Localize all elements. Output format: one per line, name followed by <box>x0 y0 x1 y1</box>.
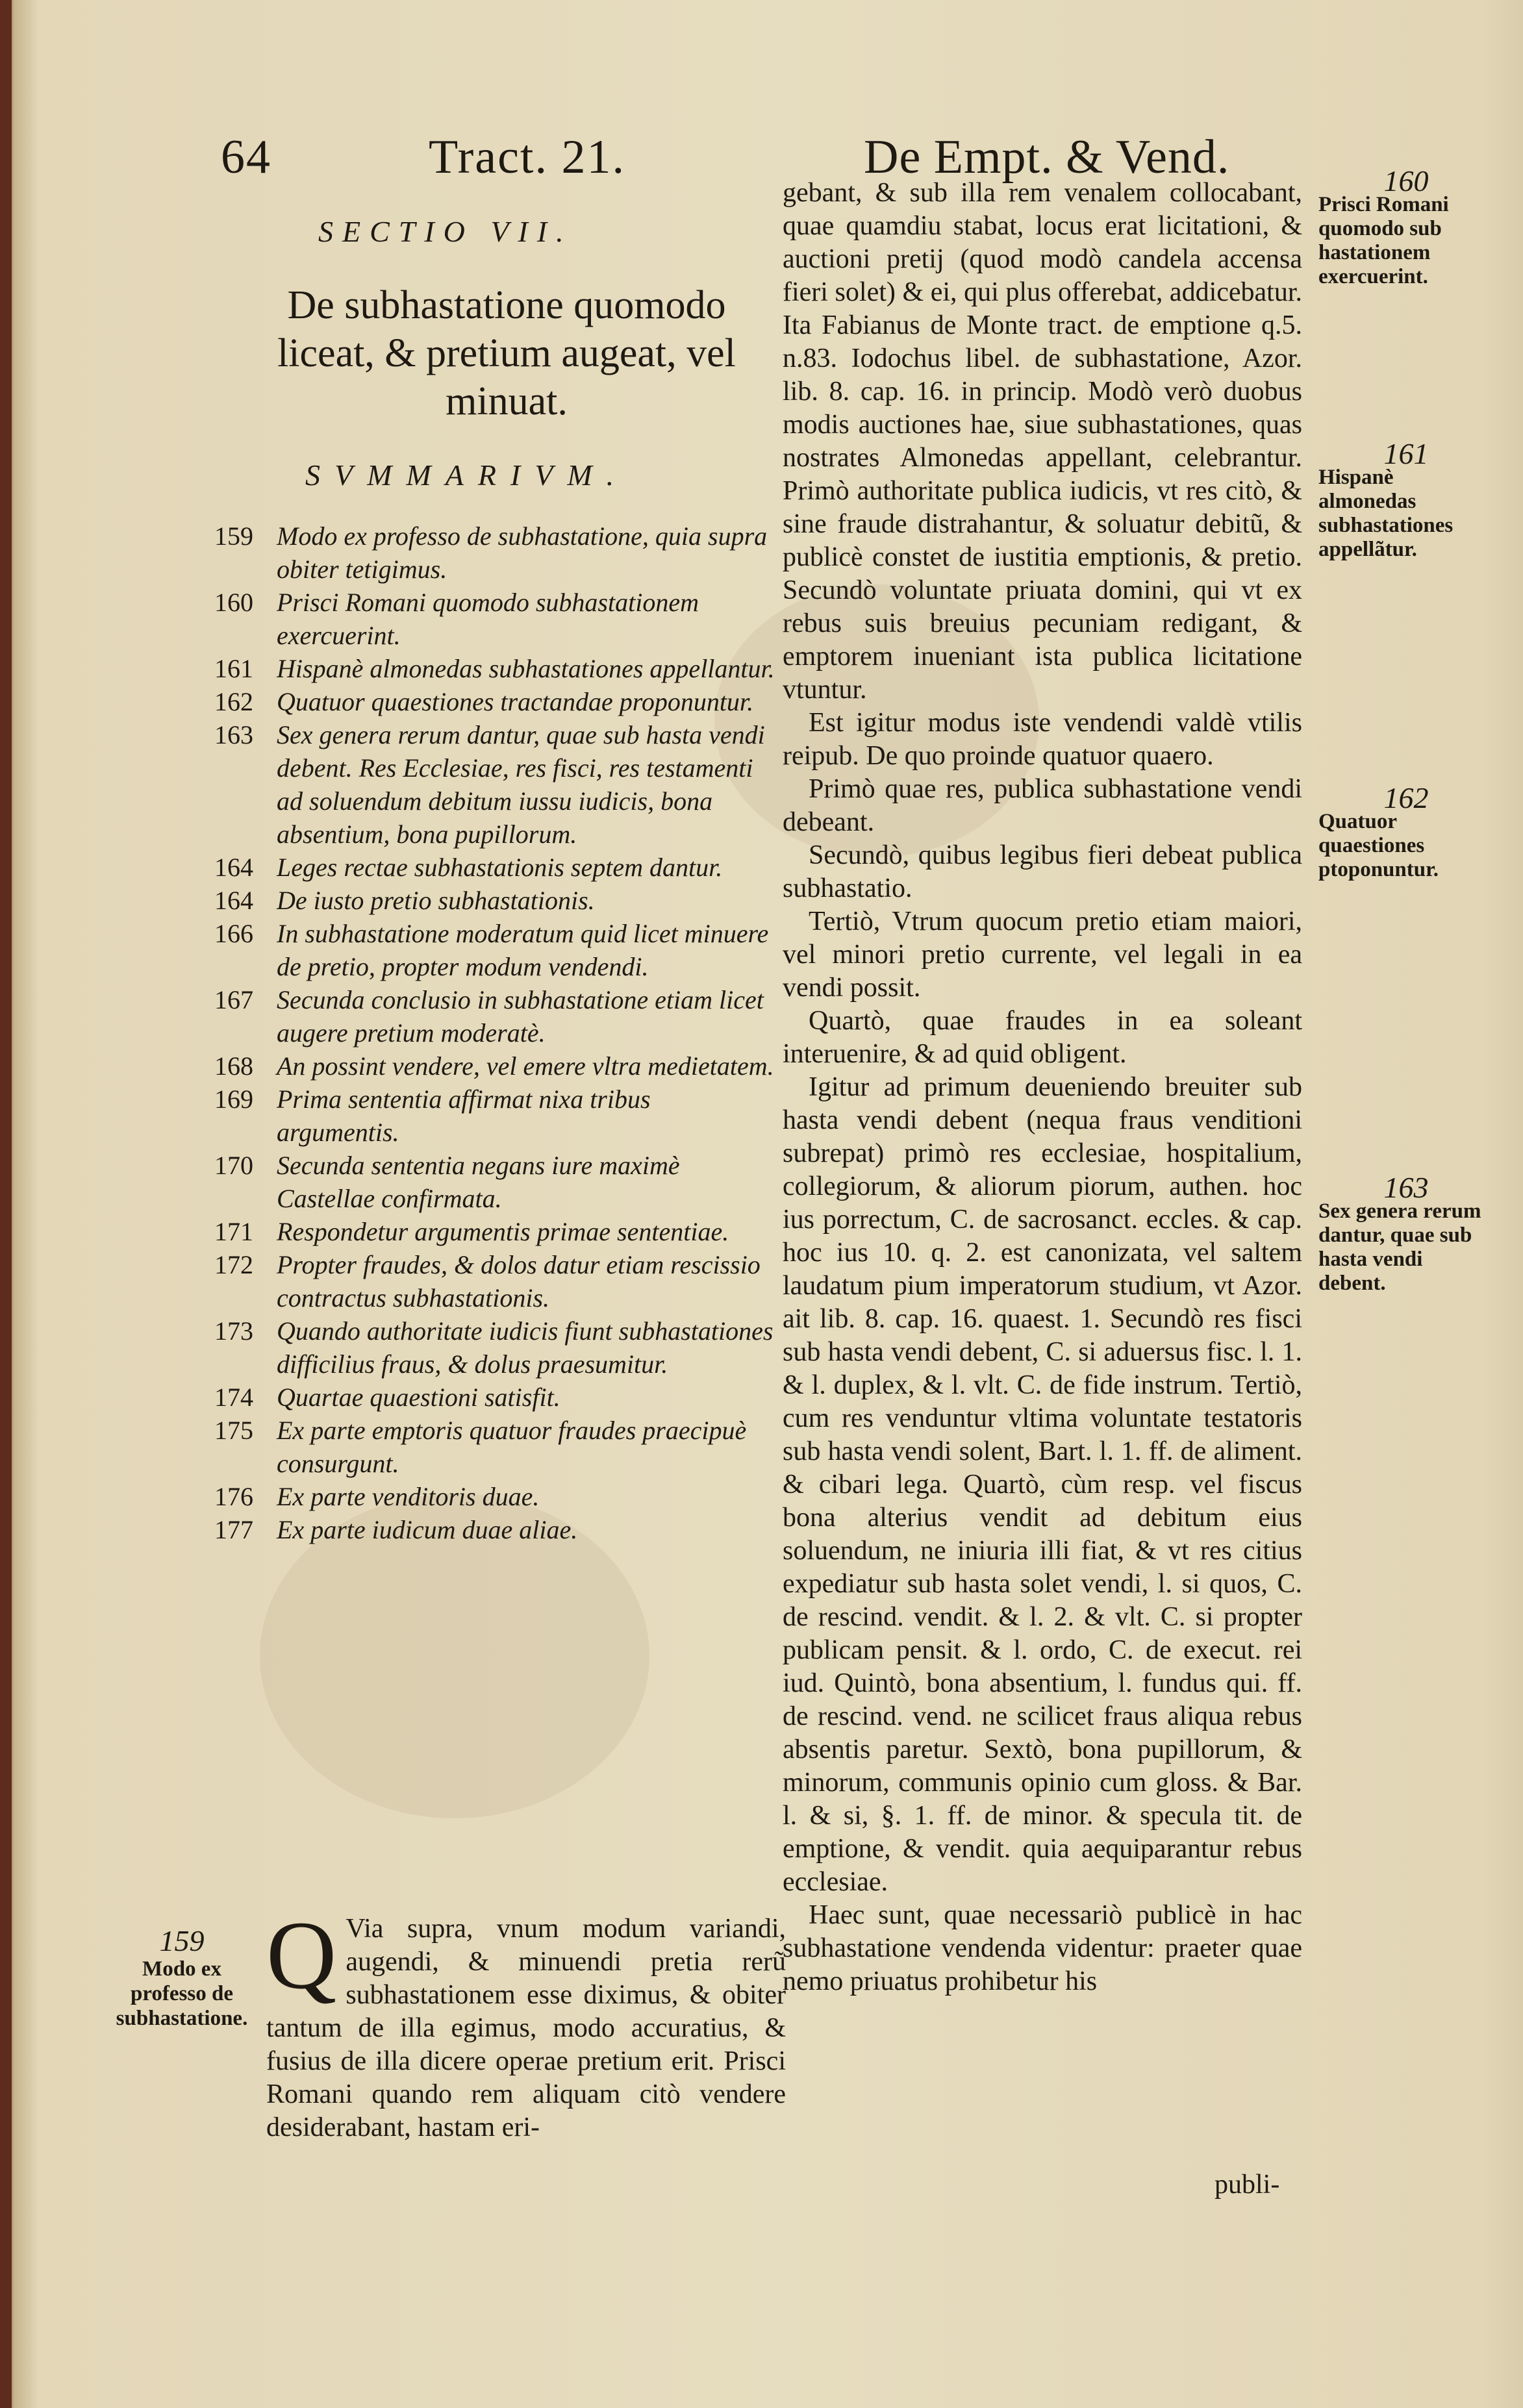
summary-item: 170 Secunda sententia negans iure maximè Castellae confirmata. <box>214 1151 680 1213</box>
summary-item: 164 De iusto pretio subhastationis. <box>214 886 595 915</box>
summary-item: 175 Ex parte emptoris quatuor fraudes praecipuè consurgunt. <box>214 1416 747 1478</box>
body-paragraph: Quartò, quae fraudes in ea soleant interuenire, & ad quid obligent. <box>783 1006 1302 1069</box>
catchword: publi- <box>1215 2170 1280 2200</box>
summary-item: 168 An possint vendere, vel emere vltra medietatem. <box>214 1051 774 1081</box>
body-paragraph: Secundò, quibus legibus fieri debeat publica subhastatio. <box>783 840 1302 903</box>
margin-note-162: 162 Quatuor quaestiones ptoponuntur. <box>1318 781 1439 881</box>
section-heading: SECTIO VII. <box>318 215 573 248</box>
summary-heading: SVMMARIVM. <box>305 458 629 492</box>
left-body-paragraph: Via supra, vnum modum variandi, augendi, & minuendi pretia rerũ subhastationem esse diximus, & obiter tantum de illa egimus, modo accuratius, & fusius de illa dicere operae pretium erit. Prisci Romani quando rem aliquam citò vendere desiderabant, hastam eri- <box>266 1914 786 2142</box>
body-paragraph: Haec sunt, quae necessariò publicè in hac subhastatione vendenda videntur: praeter quae nemo priuatus prohibetur his <box>783 1900 1302 1996</box>
summary-list <box>214 520 779 1546</box>
summary-item: 160 Prisci Romani quomodo subhastationem exercuerint. <box>214 588 699 650</box>
summary-item: 167 Secunda conclusio in subhastatione etiam licet augere pretium moderatè. <box>214 985 764 1047</box>
page-number: 64 <box>221 131 271 184</box>
summary-item: 169 Prima sententia affirmat nixa tribus argumentis. <box>214 1085 651 1147</box>
summary-item: 161 Hispanè almonedas subhastationes appellantur. <box>214 654 775 683</box>
body-paragraph: Est igitur modus iste vendendi valdè vtilis reipub. De quo proinde quatuor quaero. <box>783 708 1302 771</box>
summary-item: 173 Quando authoritate iudicis fiunt subhastationes difficilius fraus, & dolus praesumitur. <box>214 1316 774 1379</box>
drop-cap-letter: Q <box>266 1901 337 2009</box>
body-paragraph: Primò quae res, publica subhastatione vendi debeant. <box>783 774 1302 837</box>
tract-heading: Tract. 21. <box>429 131 625 184</box>
margin-note-163: 163 Sex genera rerum dantur, quae sub hasta vendi debent. <box>1318 1171 1481 1295</box>
summary-item: 172 Propter fraudes, & dolos datur etiam rescissio contractus subhastationis. <box>214 1250 761 1312</box>
running-title: De Empt. & Vend. <box>864 131 1230 184</box>
summary-item: 177 Ex parte iudicum duae aliae. <box>214 1515 578 1544</box>
margin-note-159: 159 Modo ex professo de subhastatione. <box>116 1924 248 2030</box>
book-spine-edge <box>0 0 12 2408</box>
summary-item: 162 Quatuor quaestiones tractandae proponuntur. <box>214 687 754 716</box>
summary-item: 176 Ex parte venditoris duae. <box>214 1482 540 1511</box>
margin-note-161: 161 Hispanè almonedas subhastationes appellãtur. <box>1318 437 1454 561</box>
body-paragraph: gebant, & sub illa rem venalem collocabant, quae quamdiu stabat, locus erat licitationi, & auctioni pretij (quod modò candela accensa fieri solet) & ei, qui plus offerebat, addicebatur. Ita Fabianus de Monte tract. de emptione q.5. n.83. Iodochus libel. de subhastatione, Azor. lib. 8. cap. 16. in princip. Modò verò duobus modis auctiones hae, siue subhastationes, quas nostrates Almonedas appellant, celebrantur. Primò authoritate publica iudicis, vt res citò, & sine fraude distrahantur, & soluatur debitũ, & publicè constet de iustitia emptionis, & pretio. Secundò voluntate priuata domini, qui vt ex rebus suis breuius pecuniam redigant, & emptorem inueniant ista publica licitatione vtuntur. <box>783 178 1302 705</box>
summary-item: 171 Respondetur argumentis primae sententiae. <box>214 1217 729 1246</box>
section-title: De subhastatione quomodo liceat, & pretium augeat, vel minuat. <box>277 283 736 423</box>
left-body-text <box>266 1901 786 2144</box>
margin-note-160: 160 Prisci Romani quomodo sub hastationem exercuerint. <box>1318 164 1449 288</box>
summary-item: 164 Leges rectae subhastationis septem dantur. <box>214 853 723 882</box>
body-paragraph: Igitur ad primum deueniendo breuiter sub hasta vendi debent (nequa fraus venditioni subrepat) primò res ecclesiae, hospitalium, collegiorum, & aliorum piorum, authen. hoc ius porrectum, C. de sacrosanct. eccles. & cap. hoc ius 10. q. 2. est canonizata, vel saltem laudatum pium imperatorum studium, vt Azor. ait lib. 8. cap. 16. quaest. 1. Secundò res fisci sub hasta vendi debent, C. si aduersus fisc. l. 1. & l. duplex, & l. vlt. C. de fide instrum. Tertiò, cum res venduntur vltima voluntate testatoris sub hasta vendi solent, Bart. l. 1. ff. de aliment. & cibari lega. Quartò, cùm resp. vel fiscus bona alterius vendit ad debitum eius soluendum, ne iniuria illi fiat, & vt res citius expediatur sub hasta solet vendi, l. si quos, C. de rescind. vendit. & l. 2. & vlt. C. si propter publicam pensit. & l. ordo, C. de execut. rei iud. Quintò, bona absentium, l. fundus qui. ff. de rescind. vend. ne scilicet fraus aliqua rebus absentis paretur. Sextò, bona pupillorum, & minorum, communis opinio cum gloss. & Bar. l. & si, §. 1. ff. de minor. & specula tit. de emptione, & vendit. quia aequiparantur rebus ecclesiae. <box>783 1072 1302 1897</box>
right-body-text <box>783 177 1302 1998</box>
summary-column <box>214 214 779 1546</box>
summary-item: 166 In subhastatione moderatum quid licet minuere de pretio, propter modum vendendi. <box>214 919 769 981</box>
body-paragraph: Tertiò, Vtrum quocum pretio etiam maiori, vel minori pretio currente, vel legali in ea vendi possit. <box>783 907 1302 1003</box>
summary-item: 163 Sex genera rerum dantur, quae sub hasta vendi debent. Res Ecclesiae, res fisci, res testamenti ad soluendum debitum iussu iudicis, bona absentium, bona pupillorum. <box>214 720 765 849</box>
summary-item: 174 Quartae quaestioni satisfit. <box>214 1383 560 1412</box>
summary-item: 159 Modo ex professo de subhastatione, quia supra obiter tetigimus. <box>214 521 768 584</box>
